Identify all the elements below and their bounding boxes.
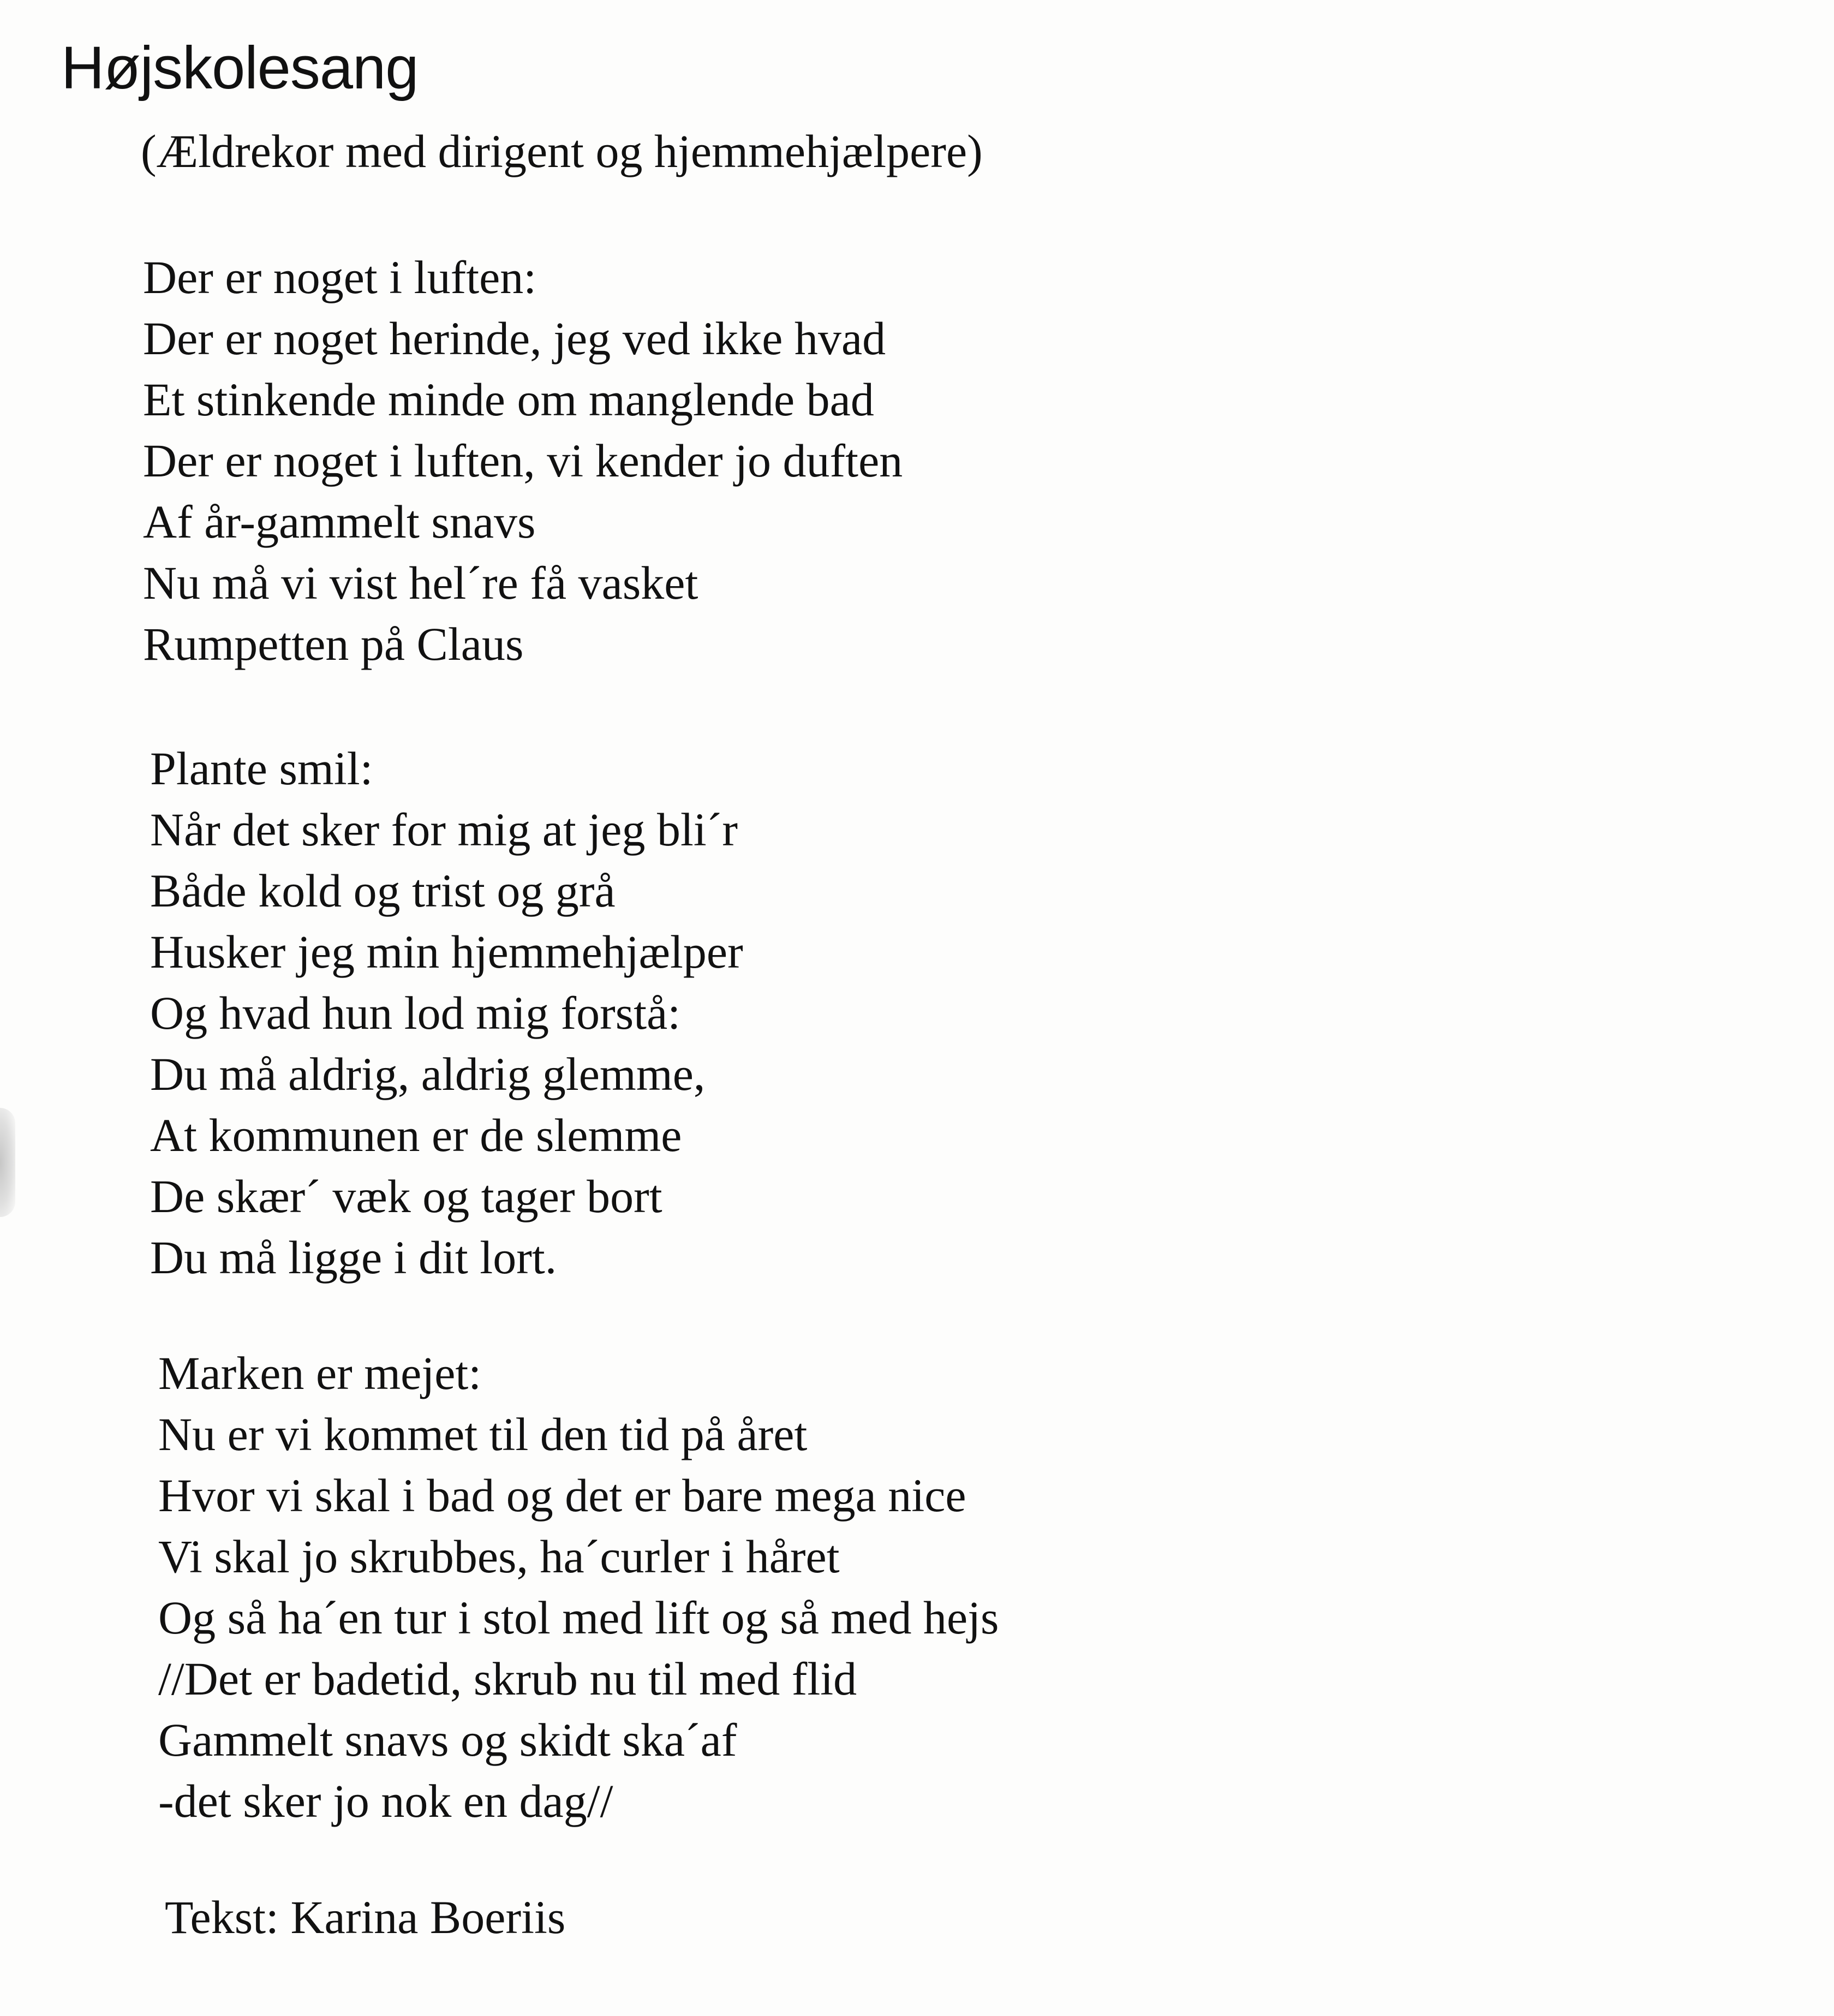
verse-line: De skær´ væk og tager bort — [150, 1170, 662, 1222]
verse-line: Rumpetten på Claus — [143, 618, 524, 670]
verse-line: Og hvad hun lod mig forstå: — [150, 987, 681, 1039]
verse-line: Af år-gammelt snavs — [143, 496, 536, 548]
verse-line: -det sker jo nok en dag// — [158, 1775, 613, 1827]
page-title: Højskolesang — [61, 34, 419, 102]
verse-1 — [143, 247, 903, 675]
verse-line: Et stinkende minde om manglende bad — [143, 373, 874, 426]
verse-line: Der er noget i luften: — [143, 251, 537, 303]
scan-edge-mark — [0, 1108, 15, 1217]
verse-line: At kommunen er de slemme — [150, 1109, 682, 1161]
verse-line: Marken er mejet: — [158, 1347, 482, 1399]
verse-line: Plante smil: — [150, 742, 373, 795]
verse-line: Gammelt snavs og skidt ska´af — [158, 1714, 737, 1766]
verse-line: Husker jeg min hjemmehjælper — [150, 926, 743, 978]
verse-2 — [150, 738, 743, 1288]
verse-line: Der er noget i luften, vi kender jo duften — [143, 434, 903, 487]
verse-line: Du må aldrig, aldrig glemme, — [150, 1048, 706, 1100]
verse-line: Nu er vi kommet til den tid på året — [158, 1408, 808, 1460]
author-credit: Tekst: Karina Boeriis — [165, 1891, 566, 1943]
verse-3 — [158, 1343, 999, 1832]
verse-line: Nu må vi vist hel´re få vasket — [143, 557, 698, 609]
verse-line: //Det er badetid, skrub nu til med flid — [158, 1653, 857, 1705]
verse-line: Hvor vi skal i bad og det er bare mega nice — [158, 1469, 966, 1522]
verse-line: Når det sker for mig at jeg bli´r — [150, 803, 738, 856]
verse-line: Du må ligge i dit lort. — [150, 1231, 557, 1284]
verse-line: Både kold og trist og grå — [150, 864, 616, 917]
verse-line: Vi skal jo skrubbes, ha´curler i håret — [158, 1530, 840, 1583]
subtitle: (Ældrekor med dirigent og hjemmehjælpere) — [141, 125, 983, 177]
verse-line: Og så ha´en tur i stol med lift og så med hejs — [158, 1591, 999, 1644]
verse-line: Der er noget herinde, jeg ved ikke hvad — [143, 312, 886, 365]
